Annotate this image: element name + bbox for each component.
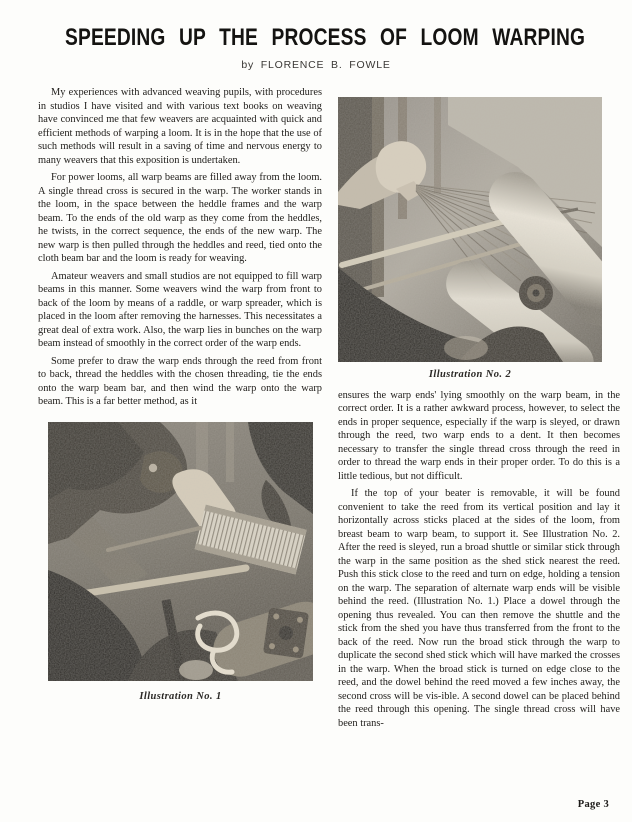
left-column xyxy=(38,86,322,703)
body-paragraph: My experiences with advanced weaving pupils, with procedures in studios I have visited and with various text books on weaving have convinced me that few weavers are acquainted with quick and efficient methods of warping a loom. It is in the hope that the use of such methods will result in a saving of time and nervous energy to many weavers that this exposition is undertaken. xyxy=(38,87,322,166)
page-number: Page 3 xyxy=(577,799,609,810)
page-footer xyxy=(578,794,609,812)
body-paragraph: ensures the warp ends' lying smoothly on the warp beam, in the correct order. It is a rather awkward process, however, to select the ends in proper sequence, especially if the warp is sleyed, or drawn through the reed, two warp ends to a dent. It then becomes necessary to transfer the single thread cross through the reed in order to thread the warp ends in their proper order. To do this is a little tedious, but not difficult. xyxy=(338,389,620,482)
article-byline: by FLORENCE B. FOWLE xyxy=(241,59,391,71)
body-paragraph: For power looms, all warp beams are filled away from the loom. A single thread cross is secured in the warp. The worker stands in the loom, in the space between the heddle frames and the warp beam. To the ends of the old warp as they come from the heddles, he twists, in the correct sequence, the ends of the new warp. The new warp is then pulled through the heddles and reed, tied onto the cloth beam bar and the loom is ready for weaving. xyxy=(38,172,322,264)
illustration-2-caption: Illustration No. 2 xyxy=(428,369,512,380)
right-column xyxy=(338,97,620,734)
illustration-2-figure xyxy=(338,97,602,382)
body-paragraph: Some prefer to draw the warp ends through the reed from front to back, thread the heddles with the chosen threading, tie the ends onto the warp beam bar, and then wind the warp onto the warp beam. This is a far better method, as it xyxy=(38,355,322,407)
body-paragraph: If the top of your beater is removable, it will be found convenient to take the reed from its vertical position and lay it horizontally across sticks placed at the sides of the loom, from breast beam to warp beam, to support it. See Illustration No. 2. After the reed is sleyed, run a broad shuttle or similar stick through the warp in the same position as the shed stick nearest the reed. Push this stick close to the reed and turn on edge, holding a tension on the warp. The separation of alternate warp ends will be visible behind the reed. (Illustration No. 1.) Place a dowel through the opening thus revealed. You can then remove the shuttle and the stick from the shed you have thus transferred from the front to the back of the reed. Now run the broad stick through the warp to duplicate the second shed stick which will have marked the crosses in the warp. When the broad stick is turned on edge close to the reed, and the dowel behind the reed moved a few inches away, the second cross will be vis-ible. A second dowel can be placed behind the reed through this opening. The single thread cross will have been trans- xyxy=(338,488,620,729)
illustration-1-caption: Illustration No. 1 xyxy=(139,690,222,702)
article-header xyxy=(0,24,632,71)
illustration-1-figure xyxy=(48,422,313,704)
body-paragraph: Amateur weavers and small studios are not equipped to fill warp beams in this manner. Some weavers wind the warp from front to back of the loom by means of a raddle, or warp spreader, which is placed in the loom after removing the harnesses. This necessitates a great deal of extra work. Also, the warp lies in bunches on the warp beam instead of smoothly in the correct order of the warp ends. xyxy=(38,270,322,349)
illustration-2-photo xyxy=(338,97,602,362)
illustration-1-photo xyxy=(48,422,313,681)
article-title: SPEEDING UP THE PROCESS OF LOOM WARPING xyxy=(65,24,586,51)
